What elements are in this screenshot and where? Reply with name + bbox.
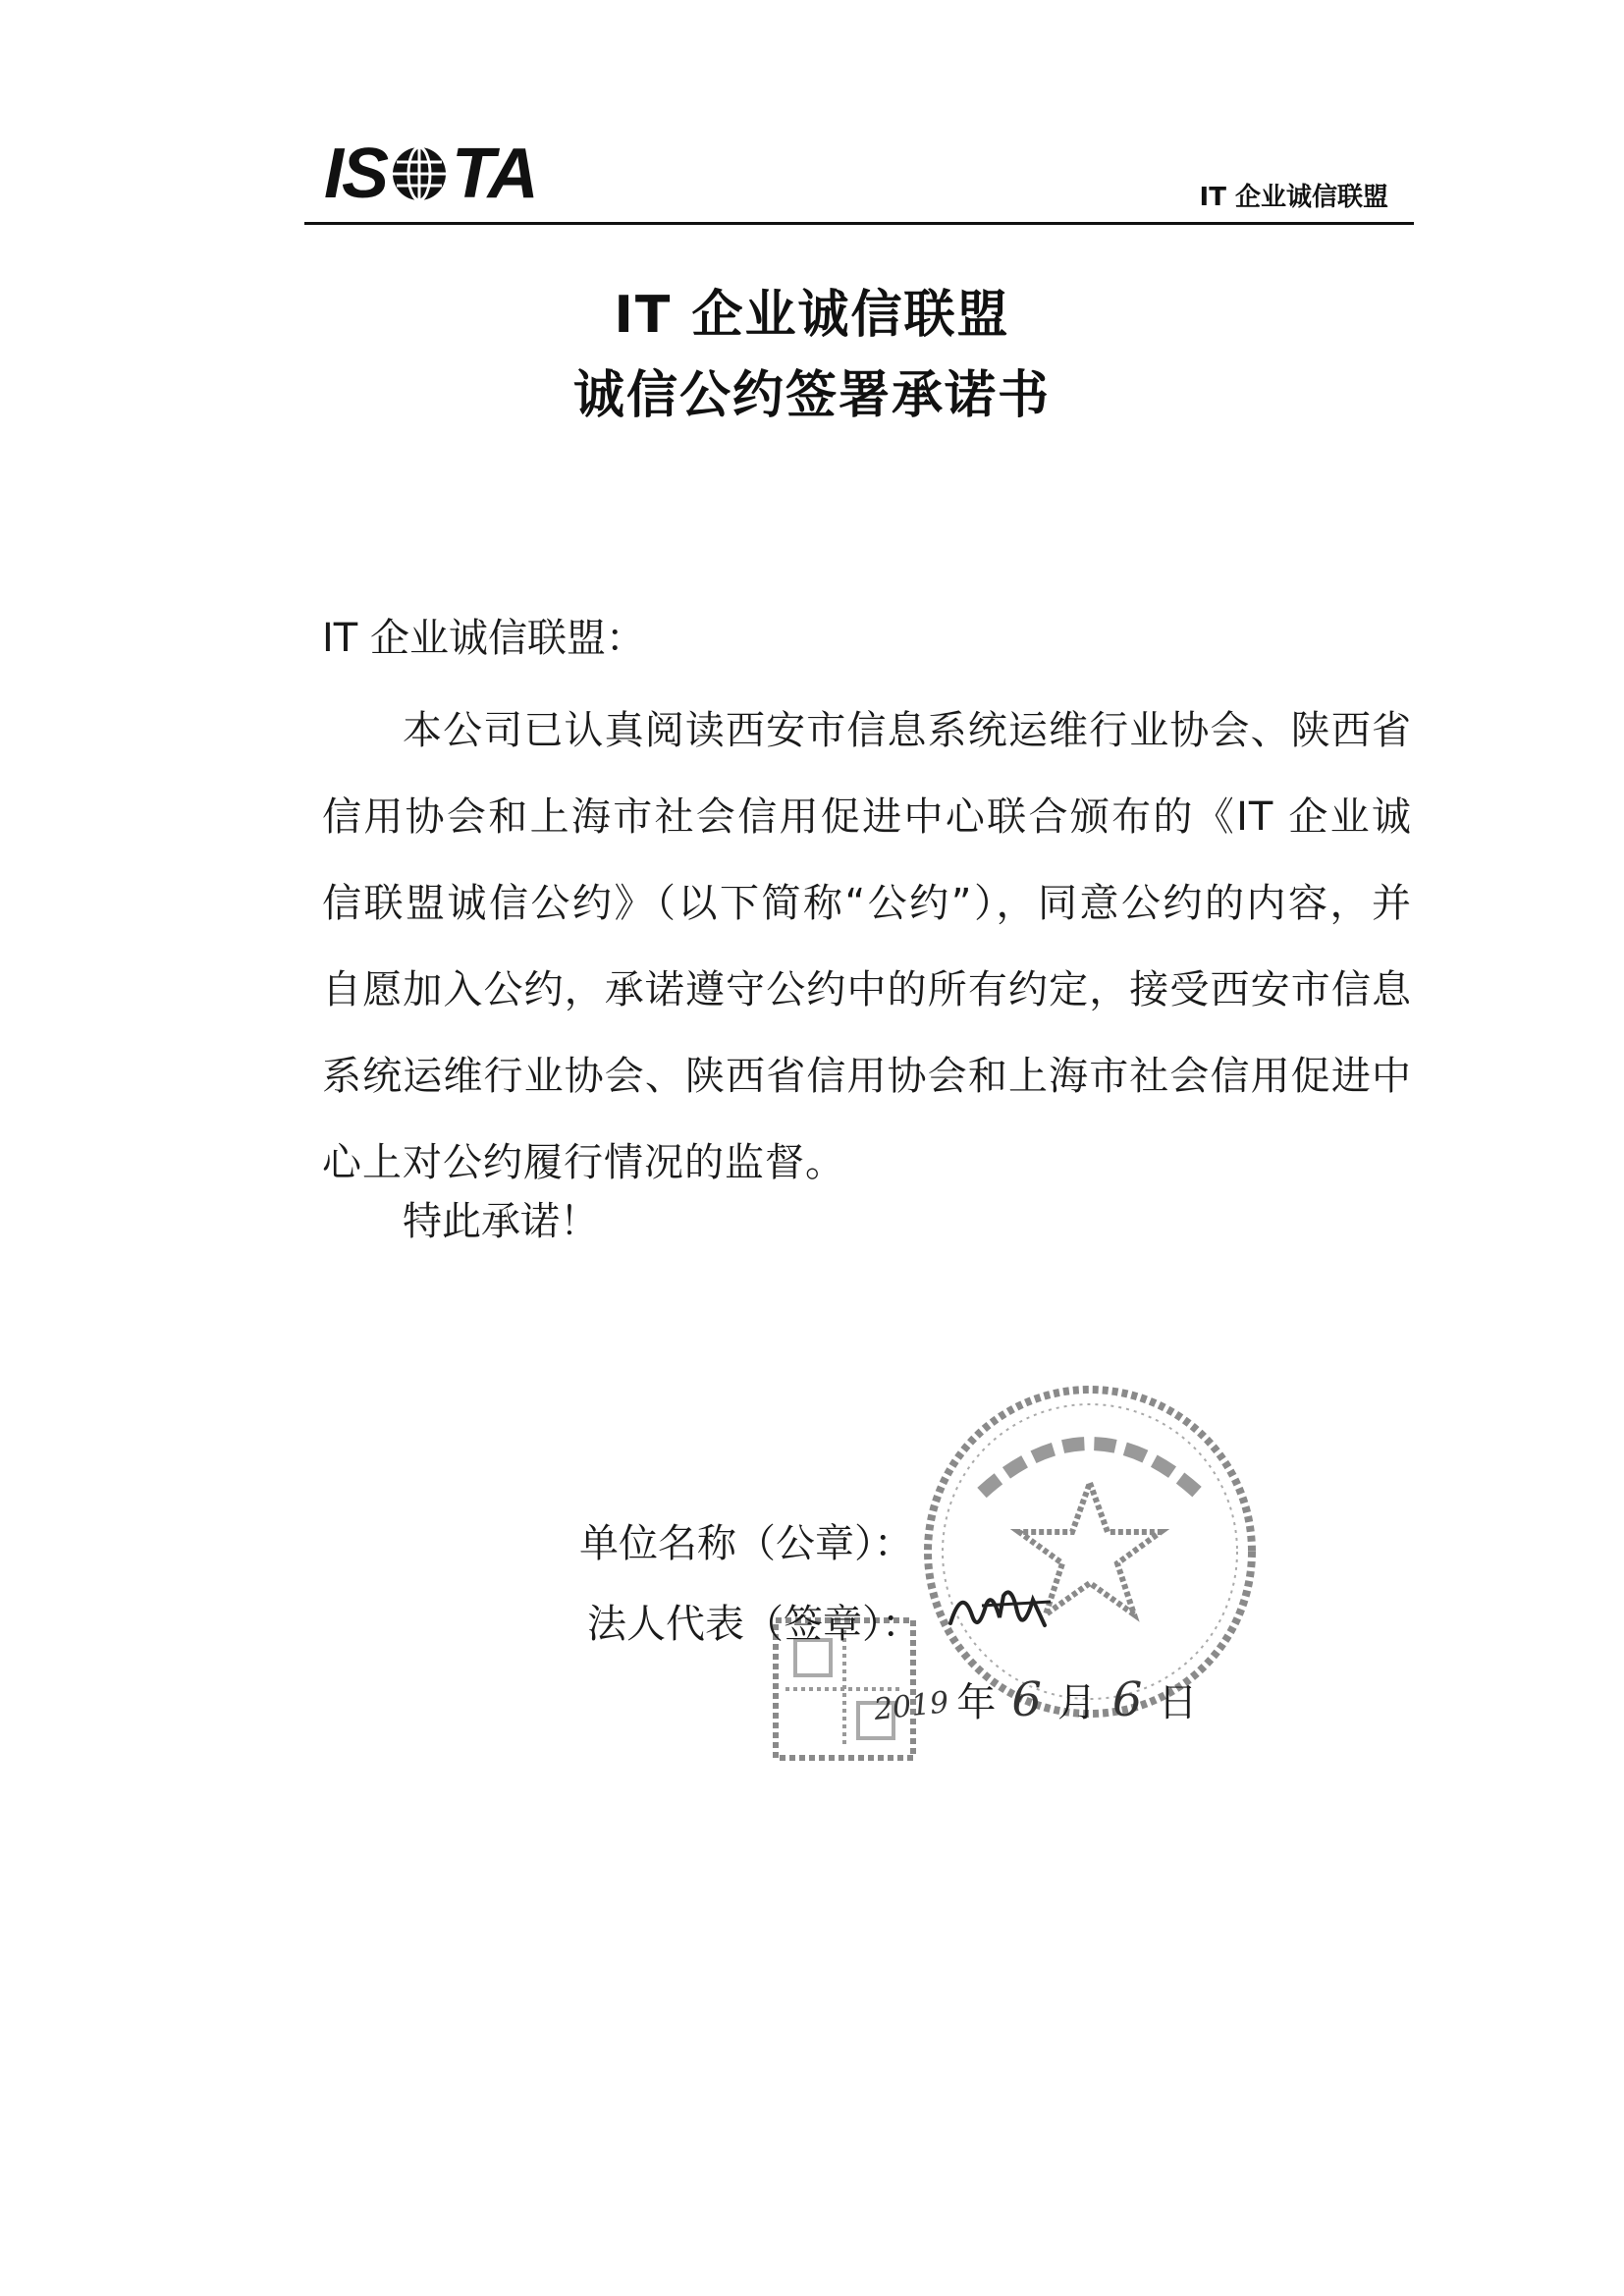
date-day: 6 [1111,1672,1143,1727]
legal-rep-label: 法人代表（签章）： [587,1602,921,1647]
date-year: 2019 [872,1685,950,1727]
header-org-name: IT 企业诚信联盟 [1199,183,1388,212]
closing-line: 特此承诺！ [403,1199,599,1244]
isota-logo [324,135,537,213]
document-title-line2: 诚信公约签署承诺书 [572,366,1051,425]
date-year-unit: 年 [956,1680,997,1725]
date-month-unit: 月 [1056,1680,1097,1725]
document-title-line1: IT 企业诚信联盟 [614,286,1010,345]
header-divider [304,222,1414,225]
globe-icon [389,143,450,204]
letter-body: 本公司已认真阅读西安市信息系统运维行业协会、陕西省信用协会和上海市社会信用促进中心联合颁布的《IT 企业诚信联盟诚信公约》（以下简称“公约”），同意公约的内容，并自愿加入公约，承诺遵守公约中的所有约定，接受西安市信息系统运维行业协会、陕西省信用协会和上海市社会信用促进中心上对公约履行情况的监督。 [322,708,1412,1185]
signing-date [874,1671,1197,1727]
logo-text-right: TA [452,135,537,213]
salutation: IT 企业诚信联盟： [322,616,645,661]
handwritten-signature [943,1576,1060,1645]
company-name-label: 单位名称（公章）： [579,1521,913,1566]
logo-text-left: IS [324,135,388,213]
date-day-unit: 日 [1158,1680,1198,1725]
date-month: 6 [1011,1672,1042,1727]
